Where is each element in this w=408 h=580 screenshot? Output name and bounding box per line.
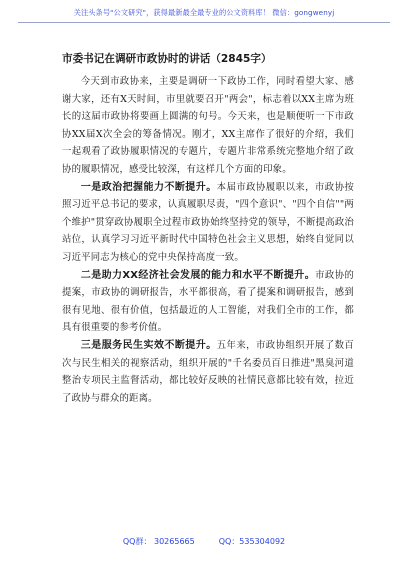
footer-qq: QQ：535304092 bbox=[218, 537, 286, 546]
paragraph-text: 五年来，市政协组织开展了数百次与民生相关的视察活动，组织开展的"千名委员百日推进"黑臭河道整治专项民主监督活动，都比较好反映的社情民意都比较有效，拉近了政协与群众的距离。 bbox=[62, 339, 354, 404]
footer-contact bbox=[0, 536, 408, 547]
paragraph-point-2 bbox=[62, 267, 354, 337]
document-title: 市委书记在调研市政协时的讲话（2845字） bbox=[62, 53, 272, 65]
document-body bbox=[62, 52, 354, 407]
paragraph-lead: 一是政治把握能力不断提升。 bbox=[80, 181, 217, 193]
paragraph-lead: 三是服务民生实效不断提升。 bbox=[80, 339, 217, 351]
paragraph-text: 本届市政协履职以来，市政协按照习近平总书记的要求，认真履职尽责，"四个意识"、"四个自信""两个维护"贯穿政协履职全过程市政协始终坚持党的领导，不断提高政治站位，认真学习习近平新时代中国特色社会主义思想，始终自觉同以习近平同志为核心的党中央保持高度一致。 bbox=[62, 181, 354, 263]
header-divider bbox=[18, 22, 390, 23]
header-banner: 关注头条号"公文研究"，获得最新最全最专业的公文资料库！ 微信：gongwenyj bbox=[73, 8, 335, 17]
paragraph-text: 今天到市政协来，主要是调研一下政协工作，同时看望大家、感谢大家，还有X天时间，市里就要召开"两会"，标志着以XX主席为班长的这届市政协将要画上圆满的句号。今天来，也是顺便听一下市政协XX届X次全会的筹备情况。刚才，XX主席作了很好的介绍，我们一起观看了政协履职情况的专题片，专题片非常系统完整地介绍了政协的履职情况，感受比较深，有这样几个方面的印象。 bbox=[62, 76, 354, 175]
paragraph-text: 市政协的提案，市政协的调研报告，水平都很高，看了提案和调研报告，感到很有见地、很有价值，包括最近的人工智能，对我们全市的工作，都具有很重要的参考价值。 bbox=[62, 269, 354, 334]
paragraph-point-3 bbox=[62, 337, 354, 407]
paragraph-intro bbox=[62, 73, 354, 179]
paragraph-point-1 bbox=[62, 179, 354, 267]
footer-qq-group: QQ群： 30265665 bbox=[122, 537, 195, 546]
paragraph-lead: 二是助力XX经济社会发展的能力和水平不断提升。 bbox=[80, 269, 316, 281]
